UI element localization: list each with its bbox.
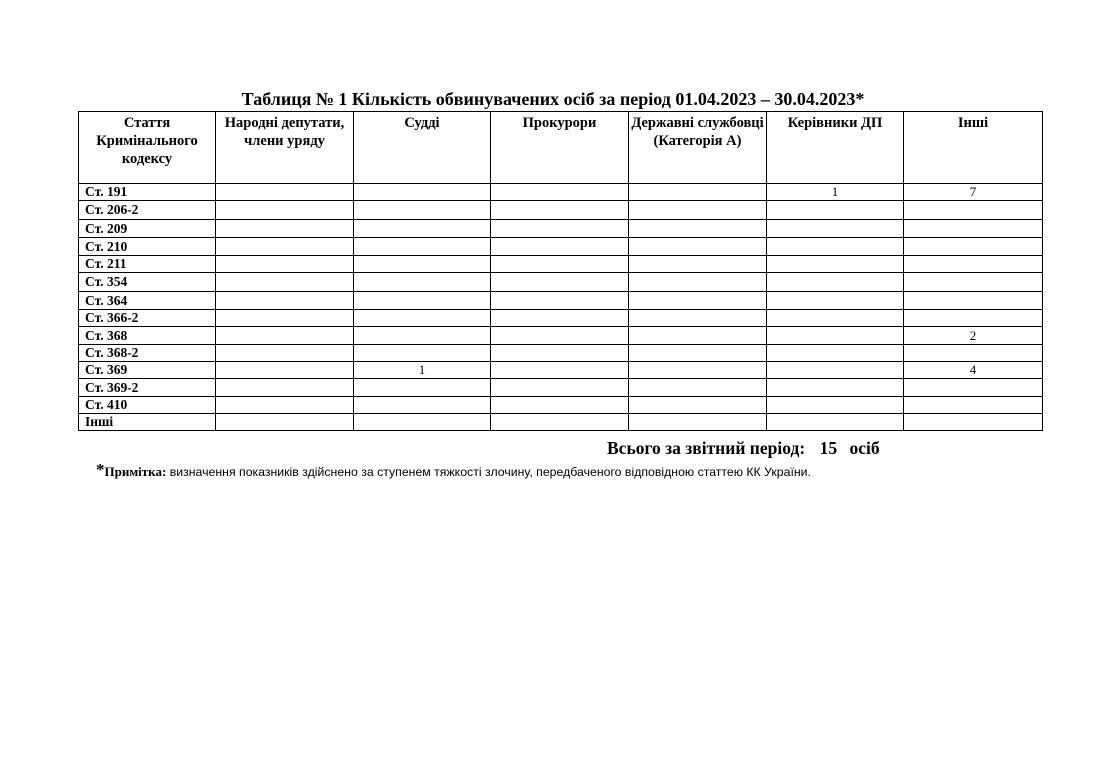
- value-cell: [904, 238, 1043, 256]
- footnote-asterisk: *: [96, 460, 105, 479]
- value-cell: [216, 414, 354, 431]
- value-cell: [491, 220, 629, 238]
- table-row: [79, 362, 1043, 379]
- value-cell: [491, 184, 629, 201]
- value-cell: 1: [354, 362, 491, 379]
- value-cell: [354, 220, 491, 238]
- value-cell: [216, 310, 354, 327]
- article-cell: Ст. 366-2: [79, 310, 216, 327]
- footnote-text: визначення показників здійснено за ступенем тяжкості злочину, передбаченого відповідною статтею КК України.: [166, 465, 811, 479]
- value-cell: [629, 220, 767, 238]
- article-cell: Ст. 364: [79, 292, 216, 310]
- table-row: [79, 292, 1043, 310]
- value-cell: [629, 256, 767, 273]
- value-cell: [767, 362, 904, 379]
- value-cell: [491, 292, 629, 310]
- article-cell: Ст. 211: [79, 256, 216, 273]
- footnote: [96, 462, 811, 482]
- value-cell: [491, 345, 629, 362]
- article-cell: Ст. 209: [79, 220, 216, 238]
- footnote-label: Примітка:: [104, 464, 167, 479]
- column-header-state-enterprise-heads: Керівники ДП: [767, 112, 904, 184]
- total-label: Всього за звітний період:: [607, 438, 806, 458]
- value-cell: [354, 310, 491, 327]
- value-cell: [216, 201, 354, 220]
- value-cell: [767, 273, 904, 292]
- value-cell: [629, 362, 767, 379]
- article-cell: Ст. 369: [79, 362, 216, 379]
- value-cell: [904, 310, 1043, 327]
- value-cell: [629, 327, 767, 345]
- table-row: [79, 256, 1043, 273]
- value-cell: [216, 256, 354, 273]
- value-cell: [354, 397, 491, 414]
- article-cell: Ст. 210: [79, 238, 216, 256]
- accused-persons-table: [78, 111, 1043, 431]
- article-cell: Інші: [79, 414, 216, 431]
- value-cell: [904, 397, 1043, 414]
- table-row: [79, 397, 1043, 414]
- value-cell: [904, 379, 1043, 397]
- article-cell: Ст. 368-2: [79, 345, 216, 362]
- value-cell: [629, 201, 767, 220]
- table-row: [79, 238, 1043, 256]
- value-cell: [491, 379, 629, 397]
- value-cell: [491, 273, 629, 292]
- value-cell: [904, 201, 1043, 220]
- value-cell: [904, 345, 1043, 362]
- value-cell: [491, 238, 629, 256]
- column-header-others: Інші: [904, 112, 1043, 184]
- page-title: Таблиця № 1 Кількість обвинувачених осіб за період 01.04.2023 – 30.04.2023*: [241, 89, 865, 109]
- value-cell: [629, 238, 767, 256]
- value-cell: [629, 184, 767, 201]
- table-row: [79, 414, 1043, 431]
- column-header-mps: Народні депутати, члени уряду: [216, 112, 354, 184]
- value-cell: [767, 379, 904, 397]
- column-header-article: Стаття Кримінального кодексу: [79, 112, 216, 184]
- table-row: [79, 184, 1043, 201]
- table-row: [79, 327, 1043, 345]
- value-cell: [354, 238, 491, 256]
- value-cell: [629, 273, 767, 292]
- value-cell: [629, 397, 767, 414]
- value-cell: [629, 310, 767, 327]
- value-cell: [491, 201, 629, 220]
- value-cell: [354, 201, 491, 220]
- table-row: [79, 201, 1043, 220]
- value-cell: [767, 201, 904, 220]
- value-cell: [354, 327, 491, 345]
- table-row: [79, 310, 1043, 327]
- value-cell: [491, 362, 629, 379]
- value-cell: [767, 345, 904, 362]
- article-cell: Ст. 369-2: [79, 379, 216, 397]
- value-cell: [216, 362, 354, 379]
- article-cell: Ст. 191: [79, 184, 216, 201]
- column-header-civil-servants: Державні службовці (Категорія А): [629, 112, 767, 184]
- value-cell: [629, 345, 767, 362]
- value-cell: [767, 256, 904, 273]
- value-cell: [491, 327, 629, 345]
- value-cell: 1: [767, 184, 904, 201]
- article-cell: Ст. 354: [79, 273, 216, 292]
- value-cell: [216, 397, 354, 414]
- value-cell: [216, 238, 354, 256]
- value-cell: [354, 379, 491, 397]
- table-row: [79, 345, 1043, 362]
- value-cell: [216, 345, 354, 362]
- value-cell: [767, 238, 904, 256]
- table-header-row: [79, 112, 1043, 184]
- value-cell: [767, 292, 904, 310]
- value-cell: [767, 397, 904, 414]
- table-row: [79, 379, 1043, 397]
- value-cell: [216, 292, 354, 310]
- table-row: [79, 273, 1043, 292]
- value-cell: [216, 184, 354, 201]
- column-header-prosecutors: Прокурори: [491, 112, 629, 184]
- value-cell: [216, 273, 354, 292]
- total-value: 15: [819, 438, 838, 458]
- value-cell: [767, 414, 904, 431]
- value-cell: [354, 414, 491, 431]
- value-cell: 4: [904, 362, 1043, 379]
- value-cell: [216, 220, 354, 238]
- article-cell: Ст. 410: [79, 397, 216, 414]
- value-cell: [491, 397, 629, 414]
- value-cell: [904, 273, 1043, 292]
- value-cell: [904, 256, 1043, 273]
- value-cell: 2: [904, 327, 1043, 345]
- value-cell: [216, 327, 354, 345]
- value-cell: [354, 184, 491, 201]
- value-cell: [354, 345, 491, 362]
- value-cell: [904, 414, 1043, 431]
- value-cell: [354, 292, 491, 310]
- value-cell: [491, 256, 629, 273]
- value-cell: [767, 220, 904, 238]
- value-cell: [354, 256, 491, 273]
- value-cell: 7: [904, 184, 1043, 201]
- value-cell: [904, 220, 1043, 238]
- value-cell: [216, 379, 354, 397]
- value-cell: [629, 292, 767, 310]
- value-cell: [354, 273, 491, 292]
- value-cell: [767, 327, 904, 345]
- value-cell: [767, 310, 904, 327]
- total-summary: [607, 437, 880, 459]
- value-cell: [904, 292, 1043, 310]
- table-row: [79, 220, 1043, 238]
- column-header-judges: Судді: [354, 112, 491, 184]
- value-cell: [491, 310, 629, 327]
- value-cell: [629, 414, 767, 431]
- article-cell: Ст. 206-2: [79, 201, 216, 220]
- total-unit: осіб: [849, 438, 880, 458]
- value-cell: [491, 414, 629, 431]
- value-cell: [629, 379, 767, 397]
- article-cell: Ст. 368: [79, 327, 216, 345]
